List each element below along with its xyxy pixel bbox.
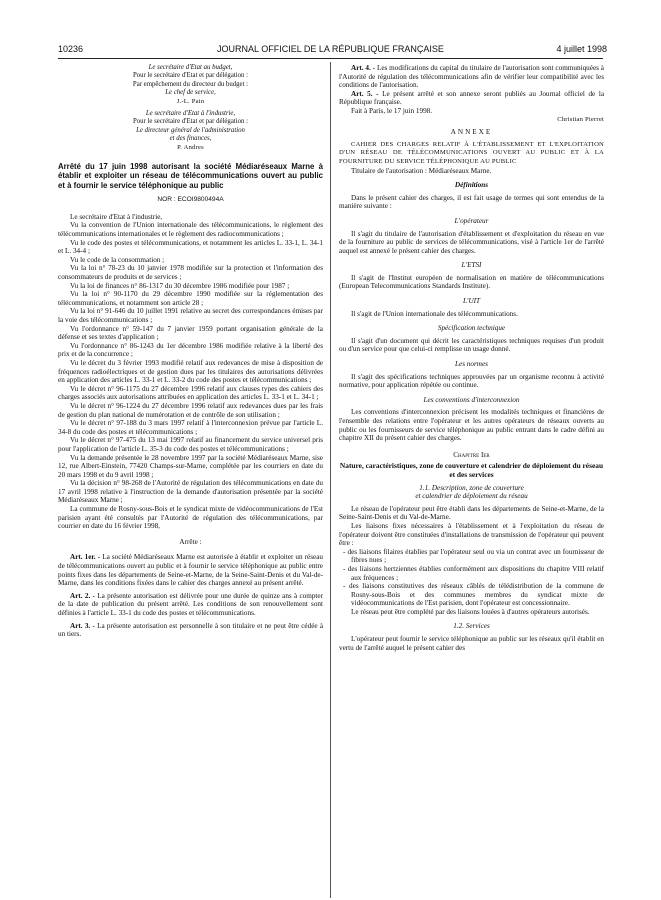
visa-paragraph: Vu la demande présentée le 28 novembre 1997 par la société Médiaréseaux Marne, sise 12, rue Albert-Einstein, 77420 Champs-sur-Marne, complétée par les courriers en date du 20 mars 1998 et du 9 avril 1998 ;	[58, 453, 323, 479]
article-label: Art. 5. -	[351, 89, 379, 98]
visa-paragraph: Vu le décret n° 97-188 du 3 mars 1997 relatif à l'interconnexion prévue par l'article L. 34-8 du code des postes et télécommunications ;	[58, 419, 323, 436]
def-text: Il s'agit de l'Institut européen de normalisation en matière de télécommunications (European Telecommunications Standards Institute).	[339, 273, 604, 291]
def-term: Spécification technique	[437, 324, 506, 333]
article-2	[58, 592, 323, 618]
issue-date: 4 juillet 1998	[556, 44, 607, 54]
article-label: Art. 3. -	[70, 621, 95, 630]
fait-a-paris: Fait à Paris, le 17 juin 1998.	[351, 106, 433, 115]
visa-paragraph: Vu la loi n° 90-1170 du 29 décembre 1990 modifiée sur la réglementation des télécommunications, et notamment son article 28 ;	[58, 290, 323, 307]
sig-line: et des finances,	[169, 135, 212, 143]
decree-title: Arrêté du 17 juin 1998 autorisant la société Médiaréseaux Marne à établir et exploiter un réseau de télécommunications ouvert au public et à fournir le service téléphonique au public	[58, 162, 323, 190]
visa-paragraph: Vu l'ordonnance n° 86-1243 du 1er décembre 1986 modifiée relative à la liberté des prix et de la concurrence ;	[58, 341, 323, 359]
visa-paragraph: Vu la loi de finances n° 86-1317 du 30 décembre 1986 modifiée pour 1987 ;	[70, 281, 290, 290]
page-number: 10236	[58, 44, 84, 54]
article-label: Art. 4. -	[351, 64, 376, 72]
bullet-item: - des liaisons filaires établies par l'opérateur seul ou via un contrat avec un fournisseur de fibres nues ;	[343, 547, 604, 565]
definitions-intro: Dans le présent cahier des charges, il est fait usage de termes qui sont entendus de la manière suivante :	[339, 193, 604, 211]
sig-line: Le directeur général de l'administration	[136, 126, 245, 134]
section-heading-line: 1.1. Description, zone de couverture	[419, 483, 524, 492]
sig-line: Le chef de service,	[165, 89, 216, 97]
signature-budget	[58, 64, 323, 106]
column-divider	[330, 62, 331, 898]
visa-paragraph: Le secrétaire d'Etat à l'industrie,	[70, 212, 163, 221]
chapter-label: Chapitre Ier	[453, 450, 490, 459]
visa-paragraph: Vu le décret du 3 février 1993 modifié relatif aux redevances de mise à disposition de fréquences radioélectriques et de gestion dues par les titulaires des autorisations délivrées en application des articles L. 33-1 et L. 33-2 du code des postes et télécommunications ;	[58, 358, 323, 385]
header-rule	[58, 58, 603, 59]
def-term: L'UIT	[462, 297, 481, 306]
titulaire: Titulaire de l'autorisation : Médiaréseaux Marne.	[351, 166, 492, 175]
sig-line: Pour le secrétaire d'Etat et par délégation :	[132, 72, 249, 80]
article-text: La société Médiaréseaux Marne est autorisée à établir et exploiter un réseau de télécommunications ouvert au public et à fournir le service téléphonique au public entre points fixes dans les départements de Seine-et-Marne, de la Seine-Saint-Denis et du Val-de-Marne, dans les conditions fixées dans le cahier des charges annexé au présent arrêté.	[58, 553, 323, 588]
def-text: Il s'agit du titulaire de l'autorisation d'établissement et d'exploitation du réseau en vue de la fourniture au public de services de télécommunications, visé à l'article 1er de l'arrêté auquel est annexé le présent cahier des charges.	[339, 229, 604, 255]
article-text: Le présent arrêté et son annexe seront publiés au Journal officiel de la République française.	[339, 89, 605, 107]
visa-paragraph: Vu le décret n° 96-1224 du 27 décembre 1996 relatif aux redevances dues par les frais de gestion du plan national de numérotation et de contrôle de son utilisation ;	[58, 401, 323, 419]
bullet-item: - des liaisons hertziennes établies conformément aux dispositions du chapitre VIII relatif aux fréquences ;	[343, 564, 604, 582]
visa-paragraph: Vu l'ordonnance n° 59-147 du 7 janvier 1959 portant organisation générale de la défense et ses textes d'application ;	[58, 324, 323, 342]
journal-title: JOURNAL OFFICIEL DE LA RÉPUBLIQUE FRANÇAISE	[217, 44, 444, 54]
article-5	[339, 90, 604, 107]
sig-line: Pour le secrétaire d'Etat et par délégation :	[132, 118, 249, 126]
chapter-title: Nature, caractéristiques, zone de couverture et calendrier de déploiement du réseau et des services	[339, 461, 604, 479]
article-text: Les modifications du capital du titulaire de l'autorisation sont communiquées à l'Autorité de régulation des télécommunications afin de vérifier leur compatibilité avec les conditions de l'autorisation.	[339, 64, 604, 90]
visa-paragraph: Vu la décision n° 98-268 de l'Autorité de régulation des télécommunications en date du 17 avril 1998 relative à l'instruction de la demande d'autorisation présentée par la société Médiaréseaux Marne ;	[58, 479, 323, 505]
article-4	[339, 64, 604, 90]
visa-paragraph: Vu la convention de l'Union internationale des télécommunications, le règlement des télécommunications internationales et le règlement des radiocommunications ;	[58, 221, 323, 239]
nor-reference: NOR : ECOI9800494A	[157, 196, 224, 204]
right-column	[339, 64, 604, 652]
sig-line: Par empêchement du directeur du budget :	[132, 80, 249, 88]
visa-paragraph: Vu le code de la consommation ;	[70, 255, 165, 264]
section-heading-line: et calendrier de déploiement du réseau	[415, 492, 528, 501]
sig-line: Le secrétaire d'Etat au budget,	[148, 64, 233, 71]
article-text: La présente autorisation est personnelle à son titulaire et ne peut être cédée à un tiers.	[58, 621, 324, 639]
article-label: Art. 1er. -	[70, 553, 101, 562]
section-paragraph: L'opérateur peut fournir le service téléphonique au public sur les réseaux qu'il établit en vertu de l'arrêté auquel le présent cahier des	[339, 635, 604, 652]
running-header	[0, 44, 661, 58]
section-paragraph: Le réseau peut être complété par des liaisons louées à d'autres opérateurs autorisés.	[351, 607, 590, 616]
visa-paragraph: Vu le code des postes et télécommunications, et notamment les articles L. 33-1, L. 34-1 et L. 34-4 ;	[58, 238, 323, 256]
article-label: Art. 2. -	[70, 591, 95, 600]
sig-name: P. Andres	[177, 143, 204, 151]
visa-paragraph: Vu la loi n° 91-646 du 10 juillet 1991 relative au secret des correspondances émises par la voie des télécommunications ;	[58, 307, 323, 324]
article-3	[58, 622, 323, 639]
section-1-1-heading	[339, 484, 604, 501]
signer-name: Christian Pierret	[557, 115, 604, 123]
visa-paragraph: Vu le décret n° 96-1175 du 27 décembre 1996 relatif aux clauses types des cahiers des charges associés aux autorisations attribuées en application des articles L. 33-1 et L. 34-1 ;	[58, 384, 323, 402]
def-term: Les normes	[455, 360, 488, 369]
visa-paragraph: La commune de Rosny-sous-Bois et le syndicat mixte de vidéocommunications de l'Est parisien ayant été consultés par l'Autorité de régulation des télécommunications, par courrier en date du 16 février 1998,	[58, 505, 323, 531]
article-text: La présente autorisation est délivrée pour une durée de quinze ans à compter de la date de publication du présent arrêté. Les conditions de son renouvellement sont définies à l'article L. 33-1 du code des postes et télécommunications.	[58, 591, 324, 617]
section-1-2-heading: 1.2. Services	[453, 622, 490, 631]
signature-industry	[58, 110, 323, 152]
definitions-heading: Définitions	[454, 181, 489, 190]
def-text: Il s'agit d'un document qui décrit les caractéristiques techniques requises d'un produit ou d'un service pour que celui-ci remplisse un usage donné.	[339, 336, 604, 354]
left-column	[58, 64, 323, 639]
visas	[58, 213, 323, 531]
def-term: Les conventions d'interconnexion	[423, 395, 520, 404]
visa-paragraph: Vu la loi n° 78-23 du 10 janvier 1978 modifiée sur la protection et l'information des consommateurs de produits et de services ;	[58, 264, 323, 282]
def-text: Il s'agit des spécifications techniques approuvées par un organisme reconnu à activité normative, pour application répétée ou continue.	[339, 372, 604, 390]
section-paragraph: Le réseau de l'opérateur peut être établi dans les départements de Seine-et-Marne, de la Seine-Saint-Denis et du Val-de-Marne.	[339, 504, 604, 522]
cahier-title: CAHIER DES CHARGES RELATIF À L'ÉTABLISSEMENT ET L'EXPLOITATION D'UN RÉSEAU DE TÉLÉCOMMUNICATIONS OUVERT AU PUBLIC ET À LA FOURNITURE DU SERVICE TÉLÉPHONIQUE AU PUBLIC	[339, 140, 604, 165]
visa-paragraph: Vu le décret n° 97-475 du 13 mai 1997 relatif au financement du service universel pris pour l'application de l'article L. 35-3 du code des postes et télécommunications ;	[58, 436, 323, 453]
bullet-item: - des liaisons constitutives des réseaux câblés de télédistribution de la commune de Rosny-sous-Bois et des communes membres du syndicat mixte de vidéocommunications de l'Est parisien, dont l'opérateur est concessionnaire.	[343, 582, 604, 608]
def-text: Il s'agit de l'Union internationale des télécommunications.	[351, 309, 518, 318]
def-term: L'opérateur	[454, 216, 489, 225]
arrete-heading: Arrête :	[179, 537, 202, 546]
article-1	[58, 553, 323, 587]
section-paragraph: Les liaisons fixes nécessaires à l'établissement et à l'exploitation du réseau de l'opérateur doivent être constituées d'installations de transmission de l'opérateur qui peuvent être :	[339, 521, 604, 548]
annexe-heading: ANNEXE	[450, 128, 493, 137]
def-text: Les conventions d'interconnexion précisent les modalités techniques et financières de l'ensemble des relations entre l'opérateur et les autres opérateurs de réseaux ouverts au public ou les fournisseurs de service téléphonique au public entrant dans le cadre défini au chapitre XII du présent cahier des charges.	[339, 408, 604, 443]
sig-name: J.-L. Pain	[176, 97, 205, 105]
def-term: L'ETSI	[461, 261, 482, 270]
sig-line: Le secrétaire d'Etat à l'industrie,	[145, 110, 236, 118]
